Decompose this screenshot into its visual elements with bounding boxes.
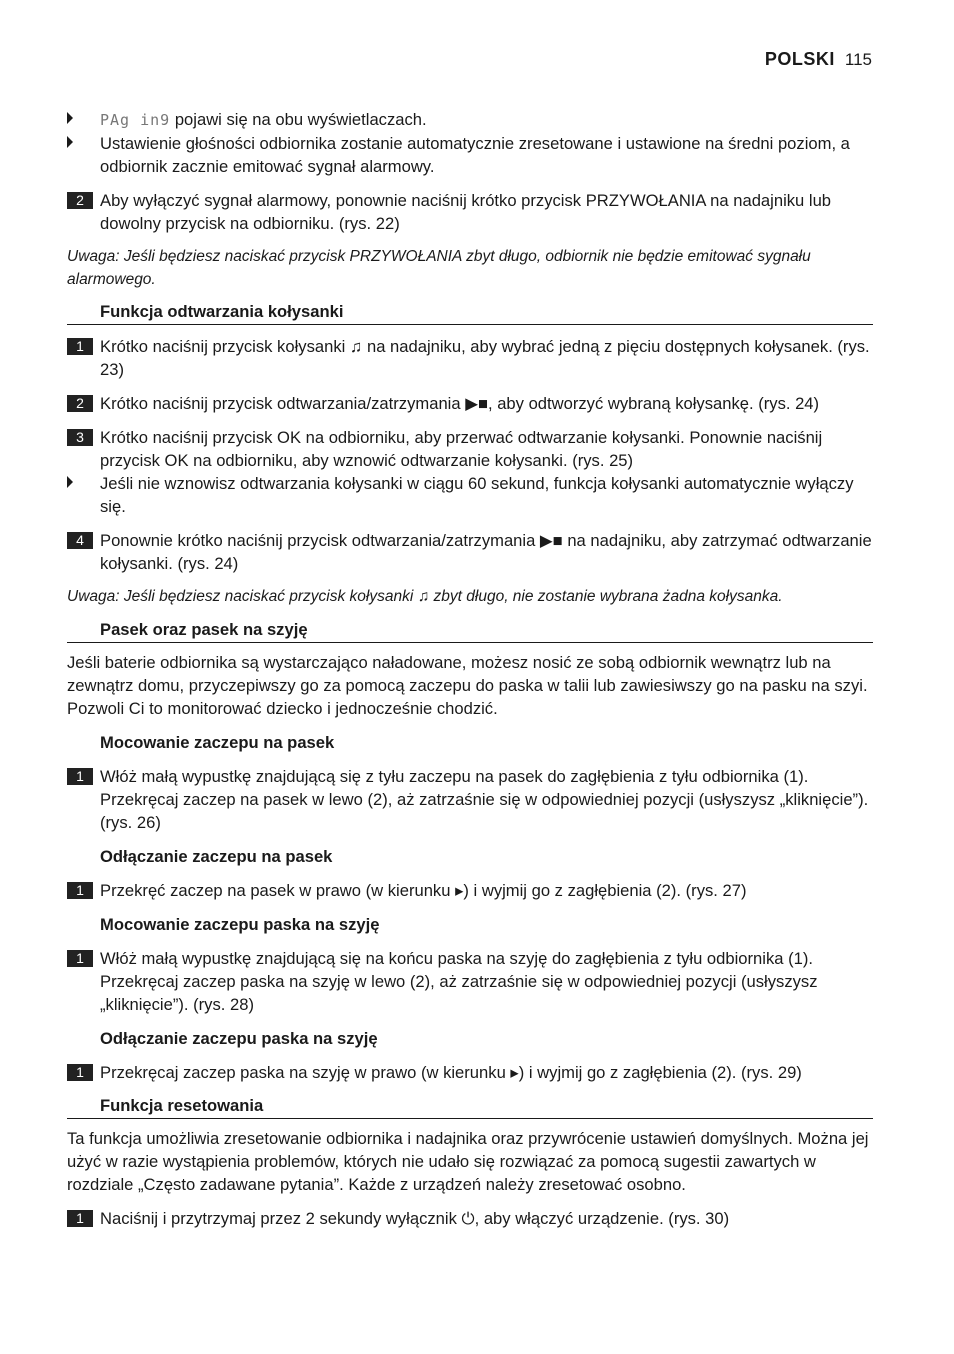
step-text: Przekręć zaczep na pasek w prawo (w kierunku ▸) i wyjmij go z zagłębienia (2). (rys. 27) — [100, 881, 747, 900]
list-item — [67, 108, 873, 132]
list-item — [67, 472, 873, 518]
step-number: 4 — [67, 532, 93, 549]
page-number: 115 — [844, 50, 872, 69]
step-item — [67, 335, 873, 381]
step-item — [67, 189, 873, 235]
step-item — [67, 529, 873, 575]
bullet-icon — [67, 108, 77, 131]
subsection-title: Mocowanie zaczepu na pasek — [100, 733, 335, 752]
step-text: Włóż małą wypustkę znajdującą się z tyłu zaczepu na pasek do zagłębienia z tyłu odbiornika (1). Przekręcaj zaczep na pasek w lewo (2), aż zatrzaśnie się w odpowiedniej pozycji (usłyszysz „kliknięcie”). (rys. 26) — [100, 767, 869, 832]
step-number: 1 — [67, 882, 93, 899]
bullet-text: Ustawienie głośności odbiornika zostanie automatycznie zresetowane i ustawione na średni poziom, a odbiornik zacznie emitować sygnał alarmowy. — [100, 134, 850, 176]
bullet-icon — [67, 472, 77, 495]
subsection-title: Odłączanie zaczepu na pasek — [100, 847, 333, 866]
step-item — [67, 879, 873, 902]
paragraph: Jeśli baterie odbiornika są wystarczająco naładowane, możesz nosić ze sobą odbiornik wewnątrz lub na zewnątrz domu, przyczepiwszy go za pomocą zaczepu do paska w talii lub zawiesiwszy go na pasku na szyi. Pozwoli Ci to monitorować dziecko i jednocześnie chodzić. — [67, 653, 868, 718]
step-item — [67, 947, 873, 1016]
step-item — [67, 392, 873, 415]
step-text: Krótko naciśnij przycisk OK na odbiorniku, aby przerwać odtwarzanie kołysanki. Ponownie naciśnij przycisk OK na odbiorniku, aby wznowić odtwarzanie kołysanki. (rys. 25) — [100, 428, 823, 470]
step-number: 1 — [67, 1210, 93, 1227]
step-text: Ponownie krótko naciśnij przycisk odtwarzania/zatrzymania ▶■ na nadajniku, aby zatrzymać odtwarzanie kołysanki. (rys. 24) — [100, 531, 872, 573]
step-item — [67, 426, 873, 472]
step-text: Krótko naciśnij przycisk odtwarzania/zatrzymania ▶■, aby odtworzyć wybraną kołysankę. (rys. 24) — [100, 394, 820, 413]
step-number: 3 — [67, 429, 93, 446]
language-label: POLSKI — [764, 49, 835, 69]
section-title: Pasek oraz pasek na szyję — [67, 618, 873, 643]
note: Uwaga: Jeśli będziesz naciskać przycisk kołysanki ♫ zbyt długo, nie zostanie wybrana żadna kołysanka. — [67, 588, 783, 605]
subsection-title: Odłączanie zaczepu paska na szyję — [100, 1029, 378, 1048]
section-title: Funkcja resetowania — [67, 1094, 873, 1119]
lcd-display-text: PAg in9 — [100, 111, 171, 129]
page-content — [67, 108, 873, 1230]
step-number: 1 — [67, 768, 93, 785]
step-number: 1 — [67, 338, 93, 355]
step-text: Włóż małą wypustkę znajdującą się na końcu paska na szyję do zagłębienia z tyłu odbiornika (1). Przekręcaj zaczep paska na szyję w lewo (2), aż zatrzaśnie się w odpowiedniej pozycji (usłyszysz „kliknięcie”). (rys. 28) — [100, 949, 818, 1014]
list-item — [67, 132, 873, 178]
step-text: Przekręcaj zaczep paska na szyję w prawo (w kierunku ▸) i wyjmij go z zagłębienia (2). (rys. 29) — [100, 1063, 802, 1082]
step-text: Naciśnij i przytrzymaj przez 2 sekundy wyłącznik ⏻, aby włączyć urządzenie. (rys. 30) — [100, 1209, 730, 1228]
step-item — [67, 765, 873, 834]
subsection-title: Mocowanie zaczepu paska na szyję — [100, 915, 380, 934]
step-item — [67, 1061, 873, 1084]
bullet-text: Jeśli nie wznowisz odtwarzania kołysanki w ciągu 60 sekund, funkcja kołysanki automatycznie wyłączy się. — [100, 474, 854, 516]
step-item — [67, 1207, 873, 1230]
paragraph: Ta funkcja umożliwia zresetowanie odbiornika i nadajnika oraz przywrócenie ustawień domyślnych. Można jej użyć w razie wystąpienia problemów, których nie udało się rozwiązać za pomocą sugestii zawartych w rozdziale „Często zadawane pytania”. Każde z urządzeń należy zresetować osobno. — [67, 1129, 869, 1194]
bullet-icon — [67, 132, 77, 155]
step-number: 1 — [67, 1064, 93, 1081]
step-text: Aby wyłączyć sygnał alarmowy, ponownie naciśnij krótko przycisk PRZYWOŁANIA na nadajniku lub dowolny przycisk na odbiorniku. (rys. 22) — [100, 191, 832, 233]
page-header — [765, 49, 872, 70]
step-number: 2 — [67, 395, 93, 412]
step-number: 1 — [67, 950, 93, 967]
bullet-text: pojawi się na obu wyświetlaczach. — [170, 110, 427, 129]
step-text: Krótko naciśnij przycisk kołysanki ♫ na nadajniku, aby wybrać jedną z pięciu dostępnych kołysanek. (rys. 23) — [100, 337, 870, 379]
note: Uwaga: Jeśli będziesz naciskać przycisk PRZYWOŁANIA zbyt długo, odbiornik nie będzie emitować sygnału alarmowego. — [67, 248, 811, 288]
step-number: 2 — [67, 192, 93, 209]
section-title: Funkcja odtwarzania kołysanki — [67, 300, 873, 325]
